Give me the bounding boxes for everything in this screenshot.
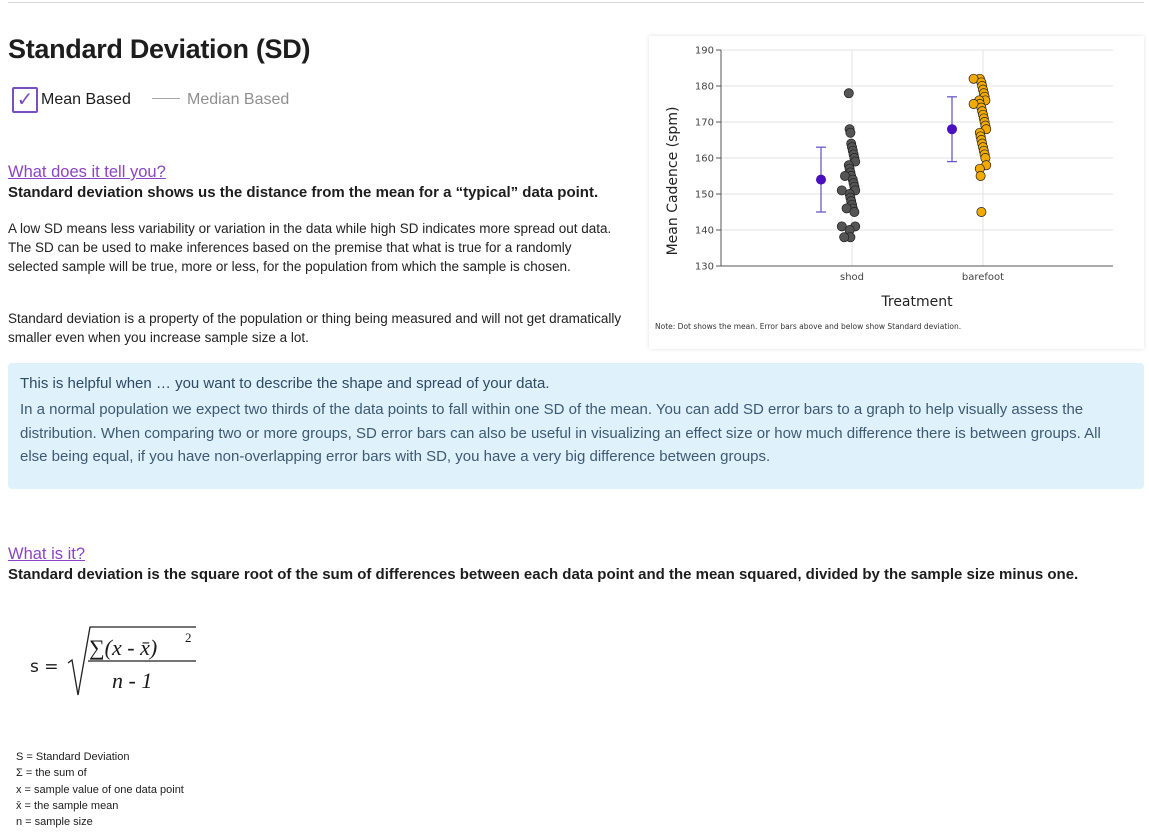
formula-svg: [30, 625, 210, 705]
helpful-when-heading: This is helpful when … you want to describe the shape and spread of your data.: [20, 375, 550, 392]
data-point-shod: [846, 128, 855, 137]
mean-based-option[interactable]: [12, 86, 131, 114]
mean-dot-barefoot: [947, 124, 957, 134]
checkmark-icon: ✓: [12, 87, 38, 113]
sd-paragraph-2: Standard deviation is a property of the population or thing being measured and will not get dramatically smaller even when you increase sample size a lot.: [8, 311, 622, 345]
legend-item: x̄ = the sample mean: [16, 799, 119, 812]
what-is-it-link[interactable]: What is it?: [8, 545, 86, 563]
y-tick-label: 130: [694, 261, 714, 273]
chart-svg: [649, 36, 1144, 349]
formula-denominator: n - 1: [112, 668, 153, 693]
sd-paragraph-1: A low SD means less variability or variation in the data while high SD indicates more spread out data. The SD can be used to make inferences based on the premise that what is true for a randomly selected sample will be true, more or less, for the population from which the sample is chosen.: [8, 221, 612, 274]
mean-dot-shod: [816, 175, 826, 185]
legend-item: n = sample size: [16, 816, 93, 829]
formula-numerator: ∑(x - x̄): [89, 635, 158, 660]
what-does-it-tell-you-link[interactable]: What does it tell you?: [8, 163, 166, 181]
data-point-barefoot: [977, 207, 986, 216]
mean-based-label: Mean Based: [41, 91, 131, 108]
formula-legend: [16, 749, 184, 830]
y-axis-label: Mean Cadence (spm): [665, 106, 681, 256]
unchecked-line-icon: [152, 86, 180, 99]
x-tick-label: shod: [839, 272, 865, 283]
cadence-chart: [649, 36, 1144, 349]
helpful-when-text: In a normal population we expect two thirds of the data points to fall within one SD of the mean. You can add SD error bars to a graph to help visually assess the distribution. When comparing two or more groups, SD error bars can also be useful in visualizing an effect size or how much difference there is between groups. All else being equal, if you have non-overlapping error bars with SD, you have a very big difference between groups.: [20, 401, 1101, 465]
x-axis-label: Treatment: [881, 294, 953, 310]
formula-lhs: s =: [30, 657, 59, 677]
sd-formula: [30, 625, 210, 705]
y-tick-label: 190: [694, 45, 714, 57]
sd-lead-text: Standard deviation shows us the distance from the mean for a “typical” data point.: [8, 184, 599, 201]
formula-exponent: 2: [185, 630, 192, 645]
chart-note: Note: Dot shows the mean. Error bars above and below show Standard deviation.: [655, 322, 962, 331]
y-tick-label: 180: [694, 81, 714, 93]
sd-definition-text: Standard deviation is the square root of the sum of differences between each data point and the mean squared, divided by the sample size minus one.: [8, 566, 1079, 583]
median-based-label: Median Based: [187, 91, 290, 108]
helpful-when-box: [8, 363, 1144, 489]
y-tick-label: 140: [694, 225, 714, 237]
data-point-barefoot: [976, 171, 985, 180]
median-based-option[interactable]: [152, 86, 289, 114]
y-tick-label: 150: [694, 189, 714, 201]
data-point-shod: [850, 207, 859, 216]
y-tick-label: 160: [694, 153, 714, 165]
x-tick-label: barefoot: [961, 272, 1005, 283]
legend-item: Σ = the sum of: [16, 767, 87, 780]
legend-item: x = sample value of one data point: [16, 783, 184, 796]
data-point-shod: [844, 89, 853, 98]
page-title: Standard Deviation (SD): [8, 34, 311, 64]
legend-item: S = Standard Deviation: [16, 751, 130, 763]
data-point-shod: [840, 233, 849, 242]
top-divider: [8, 2, 1144, 3]
y-tick-label: 170: [694, 117, 714, 129]
